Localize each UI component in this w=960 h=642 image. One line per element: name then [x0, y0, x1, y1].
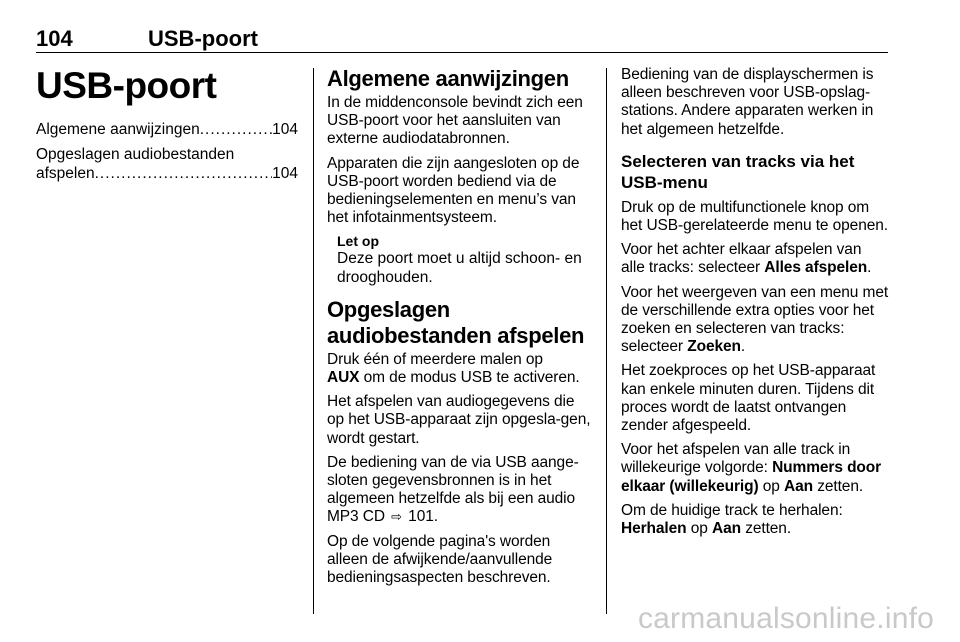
column-divider [313, 68, 314, 614]
keyword: Zoeken [687, 338, 741, 356]
paragraph [621, 241, 889, 277]
keyword: Alles afspelen [764, 259, 868, 277]
running-title: USB-poort [148, 26, 258, 51]
text: De bediening van de via USB aange-sloten gegevensbronnen is in het algemeen hetzelfde als bij een audio MP3 CD [327, 453, 579, 526]
paragraph: Het zoekproces op het USB-apparaat kan enkele minuten duren. Tijdens dit proces wordt de laatst ontvangen zender afgespeeld. [621, 362, 876, 435]
paragraph: In de middenconsole bevindt zich een USB-poort voor het aansluiten van externe audiodatabronnen. [327, 94, 583, 148]
keyword: Aan [784, 477, 814, 495]
heading-line: Opgeslagen [327, 296, 450, 322]
note-text: Deze poort moet u altijd schoon- en drooghouden. [337, 250, 582, 286]
keyword: AUX [327, 369, 360, 387]
toc-entry[interactable] [36, 120, 298, 139]
column-divider [606, 68, 607, 614]
keyword: Herhalen [621, 520, 687, 538]
toc-page: 104 [272, 121, 298, 138]
text: Druk één of meerdere malen op [327, 350, 543, 368]
paragraph [621, 441, 889, 496]
arrow-reference-icon[interactable]: ⇨ [391, 509, 402, 525]
text: Om de huidige track te herhalen: [621, 501, 843, 519]
note-box [337, 233, 592, 286]
page-number: 104 [36, 26, 73, 51]
chapter-title: USB-poort [36, 65, 217, 106]
page-header [36, 26, 888, 53]
heading-line: Selecteren van tracks via het [621, 151, 855, 171]
keyword: Aan [712, 520, 741, 538]
toc-leader [95, 164, 273, 183]
note-title: Let op [337, 233, 379, 250]
text: Voor het achter elkaar afspelen van alle tracks: selecteer [621, 241, 862, 277]
toc-entry[interactable] [36, 145, 298, 183]
toc-column [36, 66, 298, 189]
text: zetten. [813, 477, 864, 495]
page-reference[interactable]: 101. [403, 508, 438, 526]
section-heading [327, 297, 592, 349]
paragraph: Apparaten die zijn aangesloten op de USB-poort worden bediend via de bedieningselementen en menu’s van het infotainmentsysteem. [327, 154, 580, 227]
section-heading: Algemene aanwijzingen [327, 66, 569, 91]
text: . [867, 259, 872, 277]
text: op [758, 477, 785, 495]
text: . [740, 338, 746, 356]
paragraph [621, 284, 889, 357]
paragraph: Op de volgende pagina's worden alleen de afwijkende/aanvullende bedieningsaspecten beschreven. [327, 532, 553, 587]
heading-line: audiobestanden afspelen [327, 322, 585, 348]
content-column-middle [327, 66, 592, 593]
paragraph: Druk op de multifunctionele knop om het USB-gerelateerde menu te openen. [621, 198, 888, 235]
text: op [686, 520, 712, 538]
content-column-right [621, 66, 889, 544]
toc-leader [200, 120, 272, 139]
paragraph: Bediening van de displayschermen is alleen beschreven voor USB-opslag-stations. Andere apparaten werken in het algemeen hetzelfde. [621, 66, 874, 138]
watermark: carmanualsonline.info [637, 602, 934, 635]
text: Voor het afspelen van alle track in willekeurige volgorde: [621, 441, 851, 477]
paragraph [327, 351, 592, 387]
paragraph [621, 502, 889, 538]
section-heading [621, 151, 889, 193]
toc-page: 104 [272, 165, 298, 182]
text: Voor het weergeven van een menu met de verschillende extra opties voor het zoeken en selecteren van tracks: selecteer [621, 283, 889, 356]
toc-label: Opgeslagen audiobestanden [36, 146, 235, 163]
heading-line: USB-menu [621, 172, 708, 192]
text: om de modus USB te activeren. [359, 369, 580, 387]
keyword: Nummers door elkaar (willekeurig) [621, 459, 882, 495]
paragraph [327, 454, 592, 527]
paragraph: Het afspelen van audiogegevens die op het USB-apparaat zijn opgesla-gen, wordt gestart. [327, 393, 591, 447]
toc-label: Algemene aanwijzingen [36, 121, 200, 138]
text: zetten. [740, 520, 792, 538]
toc-label: afspelen [36, 165, 95, 182]
